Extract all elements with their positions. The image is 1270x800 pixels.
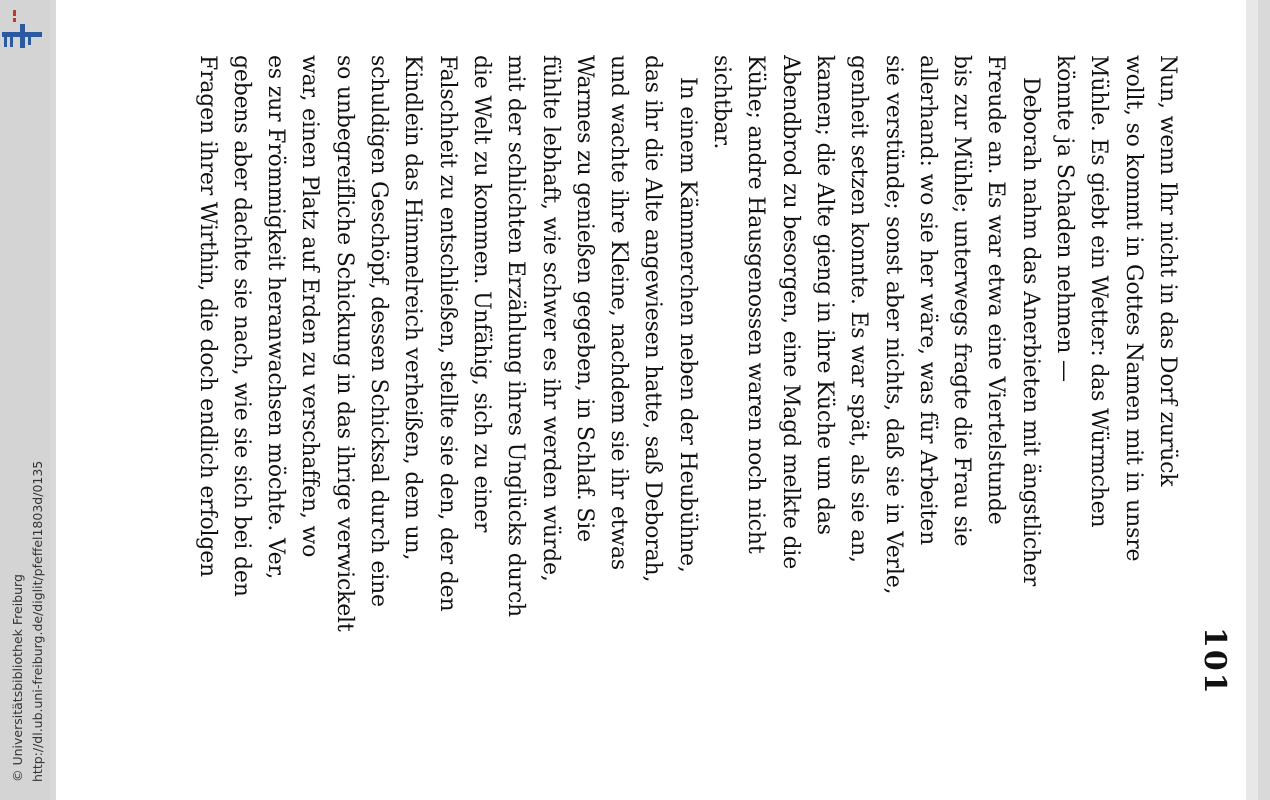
text-line: Deborah nahm das Anerbieten mit ängstlicher [1017, 77, 1043, 587]
text-line: es zur Frömmigkeit heranwachsen möchte. Ver, [263, 55, 289, 580]
text-line: war, einen Platz auf Erden zu verschaffen, wo [297, 55, 323, 558]
scanned-page [56, 0, 1258, 800]
text-line: schuldigen Geschöpf, dessen Schicksal durch eine [366, 55, 392, 607]
text-line: genheit setzen konnte. Es war spät, als sie an, [846, 55, 872, 563]
text-line: die Welt zu kommen. Unfähig, sich zu einer [469, 55, 494, 533]
text-line: Freude an. Es war etwa eine Viertelstunde [983, 55, 1009, 525]
text-line: so unbegreifliche Schickung in das ihrige verwickelt [331, 55, 357, 632]
text-line: wollt, so kommt in Gottes Namen mit in unsre [1120, 55, 1146, 562]
text-line: Fragen ihrer Wirthin, die doch endlich erfolgen [194, 55, 220, 577]
copyright-notice: © Universitätsbibliothek Freiburg [10, 574, 25, 782]
text-line: mit der schlichten Erzählung ihres Unglücks durch [503, 55, 529, 618]
university-logo-icon [0, 8, 44, 52]
page-edge [1246, 0, 1258, 800]
text-line: fühlte lebhaft, wie schwer es ihr werden würde, [537, 55, 563, 582]
text-line: Nun, wenn Ihr nicht in das Dorf zurück [1155, 55, 1180, 487]
text-line: allerhand: wo sie her wäre, was für Arbeiten [914, 55, 940, 546]
text-line: kamen; die Alte gieng in ihre Küche um das [812, 55, 837, 535]
text-line: das ihr die Alte angewiesen hatte, saß Deborah, [640, 55, 666, 583]
text-line: sie verstünde; sonst aber nichts, daß sie in Verle, [880, 55, 906, 595]
text-line: In einem Kämmerchen neben der Heubühne, [674, 77, 700, 573]
text-line: Kühe; andre Hausgenossen waren noch nicht [743, 55, 769, 554]
text-line: gebens aber dachte sie nach, wie sie sich bei den [228, 55, 254, 597]
text-line: sichtbar. [709, 55, 735, 150]
text-line: Mühle. Es giebt ein Wetter: das Würmchen [1086, 55, 1112, 528]
text-line: bis zur Mühle; unterwegs fragte die Frau sie [949, 55, 975, 547]
book-text-block [174, 55, 1232, 696]
text-line: Falschheit zu entschließen, stellte sie den, der den [434, 55, 460, 612]
text-line: Kindlein das Himmelreich verheißen, dem un, [400, 55, 426, 561]
page-number: 101 [1197, 627, 1232, 696]
sidebar [0, 0, 50, 800]
text-line: und wachte ihre Kleine, nachdem sie ihr etwas [606, 55, 632, 571]
text-line: könnte ja Schaden nehmen — [1052, 55, 1078, 382]
page-url[interactable]: http://dl.ub.uni-freiburg.de/diglit/pfeffel1803d/0135 [30, 460, 45, 782]
text-line: Abendbrod zu besorgen, eine Magd melkte die [777, 55, 803, 570]
text-line: Warmes zu genießen gegeben, in Schlaf. Sie [571, 55, 597, 542]
